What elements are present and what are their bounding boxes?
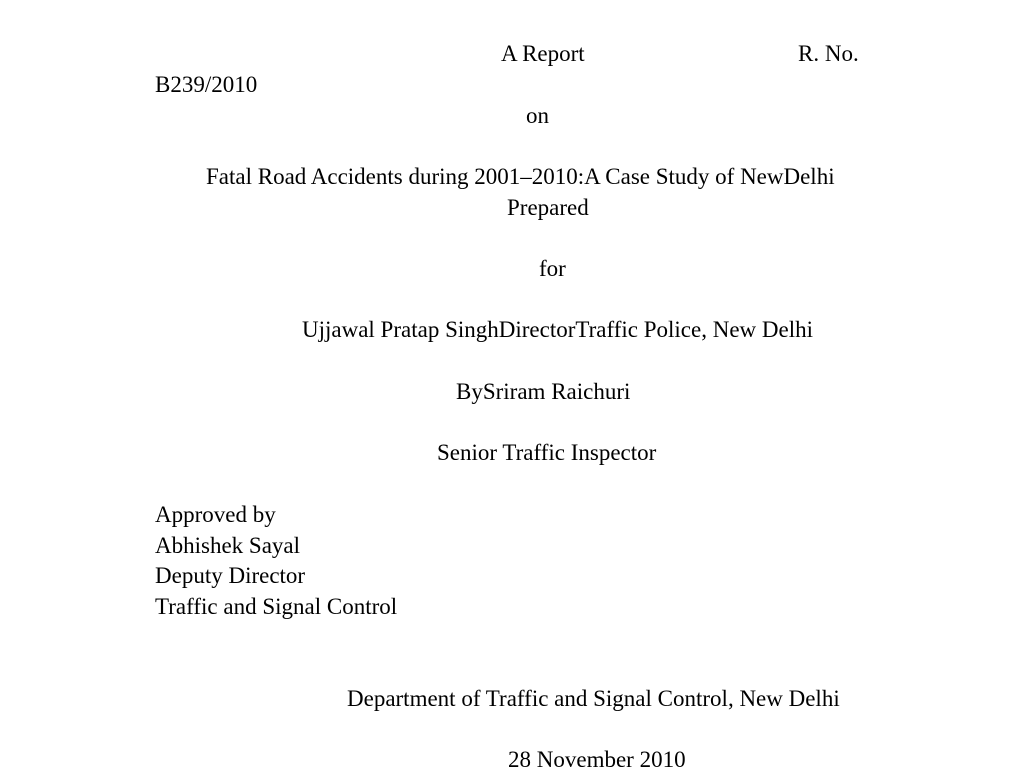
approved-by-label: Approved by bbox=[155, 502, 276, 527]
report-author: BySriram Raichuri bbox=[456, 379, 631, 404]
department-name: Department of Traffic and Signal Control, New Delhi bbox=[347, 686, 840, 711]
report-number: B239/2010 bbox=[155, 72, 258, 97]
prepared-for-recipient: Ujjawal Pratap SinghDirectorTraffic Police, New Delhi bbox=[302, 317, 813, 342]
report-for: for bbox=[539, 256, 566, 281]
approver-position: Deputy Director bbox=[155, 563, 306, 588]
report-on: on bbox=[526, 103, 549, 128]
report-heading: A Report bbox=[501, 41, 585, 66]
approver-unit: Traffic and Signal Control bbox=[155, 594, 398, 619]
report-date: 28 November 2010 bbox=[508, 747, 686, 768]
approver-name: Abhishek Sayal bbox=[155, 533, 301, 558]
report-title: Fatal Road Accidents during 2001–2010:A Case Study of NewDelhi bbox=[206, 164, 835, 189]
report-prepared: Prepared bbox=[507, 195, 589, 220]
report-number-label: R. No. bbox=[798, 41, 859, 66]
author-title: Senior Traffic Inspector bbox=[437, 440, 657, 465]
